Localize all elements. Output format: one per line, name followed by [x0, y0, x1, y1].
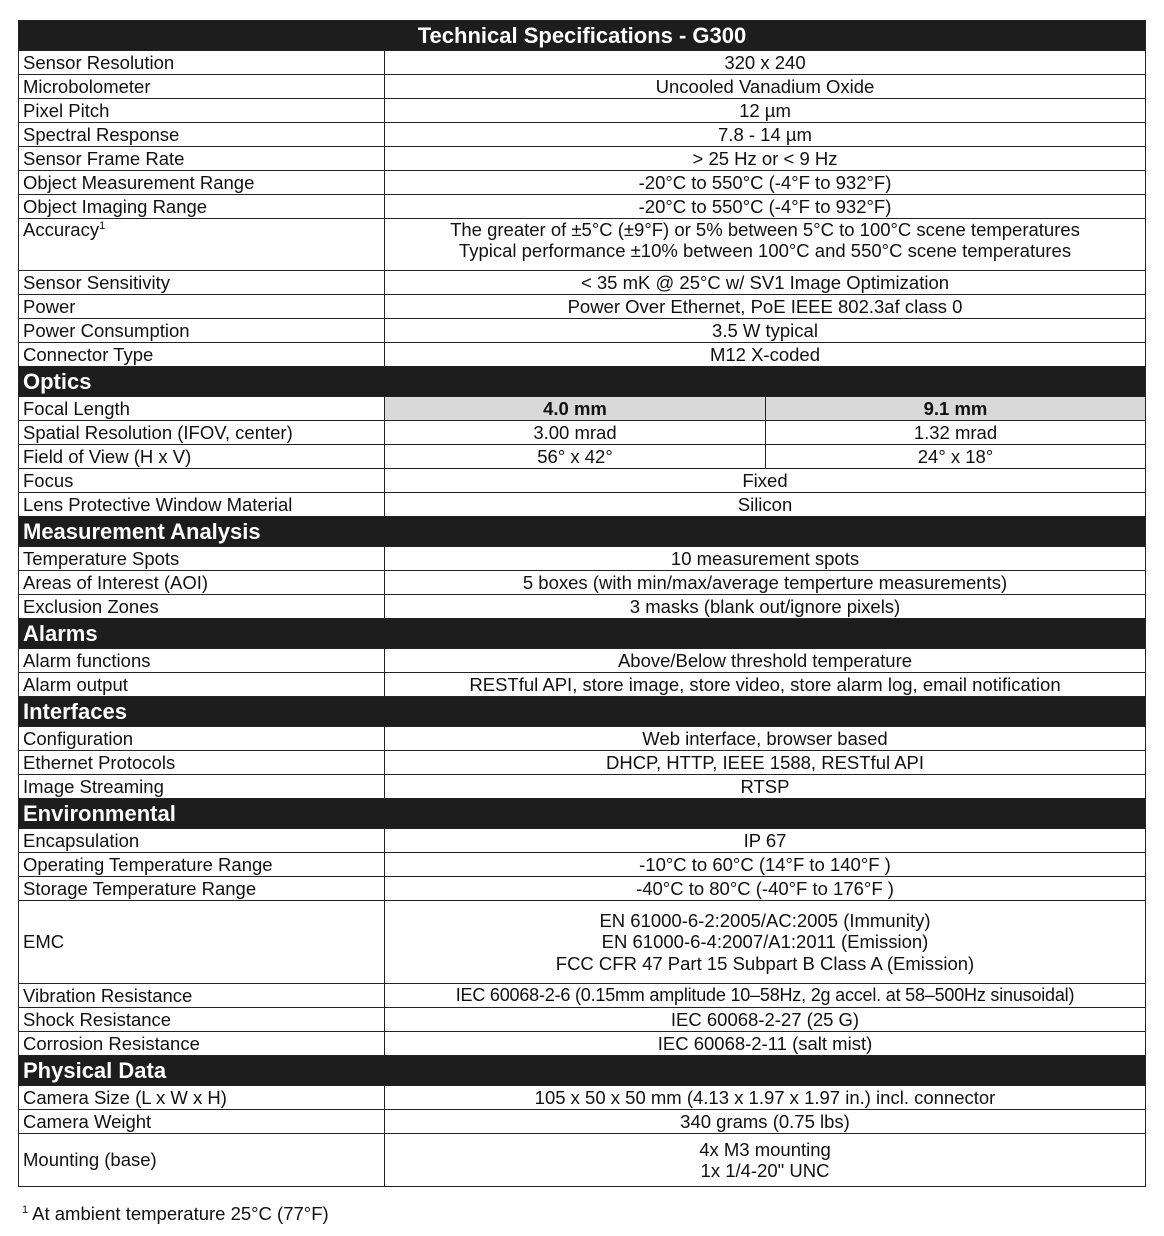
- footnote-text: At ambient temperature 25°C (77°F): [32, 1203, 329, 1224]
- row-value: -20°C to 550°C (-4°F to 932°F): [385, 195, 1146, 219]
- row-label: Exclusion Zones: [19, 595, 385, 619]
- accuracy-line-2: Typical performance ±10% between 100°C and 550°C scene temperatures: [458, 240, 1072, 262]
- row-value: 105 x 50 x 50 mm (4.13 x 1.97 x 1.97 in.) incl. connector: [385, 1086, 1146, 1110]
- row-label: Lens Protective Window Material: [19, 493, 385, 517]
- row-label: Pixel Pitch: [19, 99, 385, 123]
- table-row: [19, 829, 1146, 853]
- row-value: Silicon: [385, 493, 1146, 517]
- row-label: Alarm output: [19, 673, 385, 697]
- row-label: Camera Weight: [19, 1110, 385, 1134]
- section-title: Alarms: [19, 619, 1146, 649]
- table-row: [19, 271, 1146, 295]
- section-header-alarms: [19, 619, 1146, 649]
- row-value: [385, 1134, 1146, 1187]
- row-label: Temperature Spots: [19, 547, 385, 571]
- row-value: IEC 60068-2-6 (0.15mm amplitude 10–58Hz, 2g accel. at 58–500Hz sinusoidal): [385, 984, 1146, 1008]
- row-label: Shock Resistance: [19, 1008, 385, 1032]
- row-label: Power Consumption: [19, 319, 385, 343]
- table-row: [19, 421, 1146, 445]
- table-row: [19, 547, 1146, 571]
- row-label: Storage Temperature Range: [19, 877, 385, 901]
- row-label: Spectral Response: [19, 123, 385, 147]
- table-row: [19, 1086, 1146, 1110]
- row-value: 7.8 - 14 µm: [385, 123, 1146, 147]
- table-row: [19, 595, 1146, 619]
- row-label: [19, 219, 385, 271]
- row-label: Image Streaming: [19, 775, 385, 799]
- table-row: [19, 493, 1146, 517]
- row-value: Web interface, browser based: [385, 727, 1146, 751]
- table-row: [19, 171, 1146, 195]
- row-value: RESTful API, store image, store video, store alarm log, email notification: [385, 673, 1146, 697]
- row-value: IEC 60068-2-11 (salt mist): [385, 1032, 1146, 1056]
- focal-length-9mm: 9.1 mm: [766, 397, 1146, 421]
- row-value: Power Over Ethernet, PoE IEEE 802.3af class 0: [385, 295, 1146, 319]
- row-value: 3 masks (blank out/ignore pixels): [385, 595, 1146, 619]
- emc-row: [19, 901, 1146, 984]
- row-label: Encapsulation: [19, 829, 385, 853]
- row-label: Spatial Resolution (IFOV, center): [19, 421, 385, 445]
- row-label: Mounting (base): [19, 1134, 385, 1187]
- row-value: 24° x 18°: [766, 445, 1146, 469]
- row-value: -40°C to 80°C (-40°F to 176°F ): [385, 877, 1146, 901]
- table-row: [19, 99, 1146, 123]
- section-header-optics: [19, 367, 1146, 397]
- emc-line-2: EN 61000-6-4:2007/A1:2011 (Emission): [601, 931, 929, 953]
- accuracy-line-1: The greater of ±5°C (±9°F) or 5% between 5°C to 100°C scene temperatures: [450, 219, 1080, 240]
- row-value: 5 boxes (with min/max/average temperture measurements): [385, 571, 1146, 595]
- row-value: Uncooled Vanadium Oxide: [385, 75, 1146, 99]
- row-value: DHCP, HTTP, IEEE 1588, RESTful API: [385, 751, 1146, 775]
- row-value: 56° x 42°: [385, 445, 766, 469]
- row-value: IEC 60068-2-27 (25 G): [385, 1008, 1146, 1032]
- row-label: EMC: [19, 901, 385, 984]
- emc-line-3: FCC CFR 47 Part 15 Subpart B Class A (Emission): [555, 952, 975, 974]
- row-value: 340 grams (0.75 lbs): [385, 1110, 1146, 1134]
- row-label: Areas of Interest (AOI): [19, 571, 385, 595]
- row-label: Microbolometer: [19, 75, 385, 99]
- row-label: Configuration: [19, 727, 385, 751]
- row-label: Ethernet Protocols: [19, 751, 385, 775]
- section-title: Measurement Analysis: [19, 517, 1146, 547]
- row-label: Sensor Sensitivity: [19, 271, 385, 295]
- table-row: [19, 571, 1146, 595]
- row-label: Field of View (H x V): [19, 445, 385, 469]
- footnote: [22, 1203, 329, 1225]
- table-row: [19, 469, 1146, 493]
- row-value: 10 measurement spots: [385, 547, 1146, 571]
- section-header-measurement: [19, 517, 1146, 547]
- accuracy-label: Accuracy: [23, 219, 100, 240]
- table-row: [19, 775, 1146, 799]
- mounting-line-2: 1x 1/4-20" UNC: [700, 1160, 830, 1181]
- mounting-line-1: 4x M3 mounting: [699, 1138, 831, 1160]
- section-title: Interfaces: [19, 697, 1146, 727]
- table-row: [19, 397, 1146, 421]
- table-row: [19, 1110, 1146, 1134]
- section-header-environmental: [19, 799, 1146, 829]
- row-value: 320 x 240: [385, 51, 1146, 75]
- row-value: [385, 219, 1146, 271]
- row-value: 3.00 mrad: [385, 421, 766, 445]
- row-value: IP 67: [385, 829, 1146, 853]
- row-value: 3.5 W typical: [385, 319, 1146, 343]
- row-label: Object Measurement Range: [19, 171, 385, 195]
- footnote-mark: 1: [22, 1203, 29, 1216]
- row-label: Sensor Resolution: [19, 51, 385, 75]
- table-row: [19, 649, 1146, 673]
- focal-length-4mm: 4.0 mm: [385, 397, 766, 421]
- row-value: Fixed: [385, 469, 1146, 493]
- table-row: [19, 1032, 1146, 1056]
- table-row: [19, 319, 1146, 343]
- mounting-row: [19, 1134, 1146, 1187]
- row-label: Power: [19, 295, 385, 319]
- table-row: [19, 75, 1146, 99]
- row-label: Alarm functions: [19, 649, 385, 673]
- row-value: > 25 Hz or < 9 Hz: [385, 147, 1146, 171]
- section-header-physical: [19, 1056, 1146, 1086]
- emc-line-1: EN 61000-6-2:2005/AC:2005 (Immunity): [599, 910, 931, 932]
- table-row: [19, 51, 1146, 75]
- row-label: Corrosion Resistance: [19, 1032, 385, 1056]
- table-row: [19, 751, 1146, 775]
- row-value: < 35 mK @ 25°C w/ SV1 Image Optimization: [385, 271, 1146, 295]
- section-title: Environmental: [19, 799, 1146, 829]
- row-value: [385, 901, 1146, 984]
- row-value: 1.32 mrad: [766, 421, 1146, 445]
- row-label: Operating Temperature Range: [19, 853, 385, 877]
- section-title: Physical Data: [19, 1056, 1146, 1086]
- table-row: [19, 727, 1146, 751]
- row-value: Above/Below threshold temperature: [385, 649, 1146, 673]
- table-row: [19, 445, 1146, 469]
- table-row: [19, 877, 1146, 901]
- row-value: -10°C to 60°C (14°F to 140°F ): [385, 853, 1146, 877]
- table-row: [19, 123, 1146, 147]
- section-header-interfaces: [19, 697, 1146, 727]
- title-row: [19, 21, 1146, 51]
- spec-table: [18, 20, 1146, 1187]
- row-label: Vibration Resistance: [19, 984, 385, 1008]
- footnote-mark: 1: [99, 219, 106, 232]
- table-row: [19, 853, 1146, 877]
- table-row: [19, 147, 1146, 171]
- row-label: Object Imaging Range: [19, 195, 385, 219]
- row-value: -20°C to 550°C (-4°F to 932°F): [385, 171, 1146, 195]
- table-row: [19, 984, 1146, 1008]
- table-row: [19, 295, 1146, 319]
- table-row: [19, 673, 1146, 697]
- row-value: RTSP: [385, 775, 1146, 799]
- row-value: 12 µm: [385, 99, 1146, 123]
- table-row: [19, 343, 1146, 367]
- section-title: Optics: [19, 367, 1146, 397]
- row-value: M12 X-coded: [385, 343, 1146, 367]
- table-row: [19, 1008, 1146, 1032]
- accuracy-row: [19, 219, 1146, 271]
- row-label: Sensor Frame Rate: [19, 147, 385, 171]
- row-label: Focal Length: [19, 397, 385, 421]
- table-row: [19, 195, 1146, 219]
- row-label: Camera Size (L x W x H): [19, 1086, 385, 1110]
- row-label: Focus: [19, 469, 385, 493]
- table-title: Technical Specifications - G300: [19, 21, 1146, 51]
- row-label: Connector Type: [19, 343, 385, 367]
